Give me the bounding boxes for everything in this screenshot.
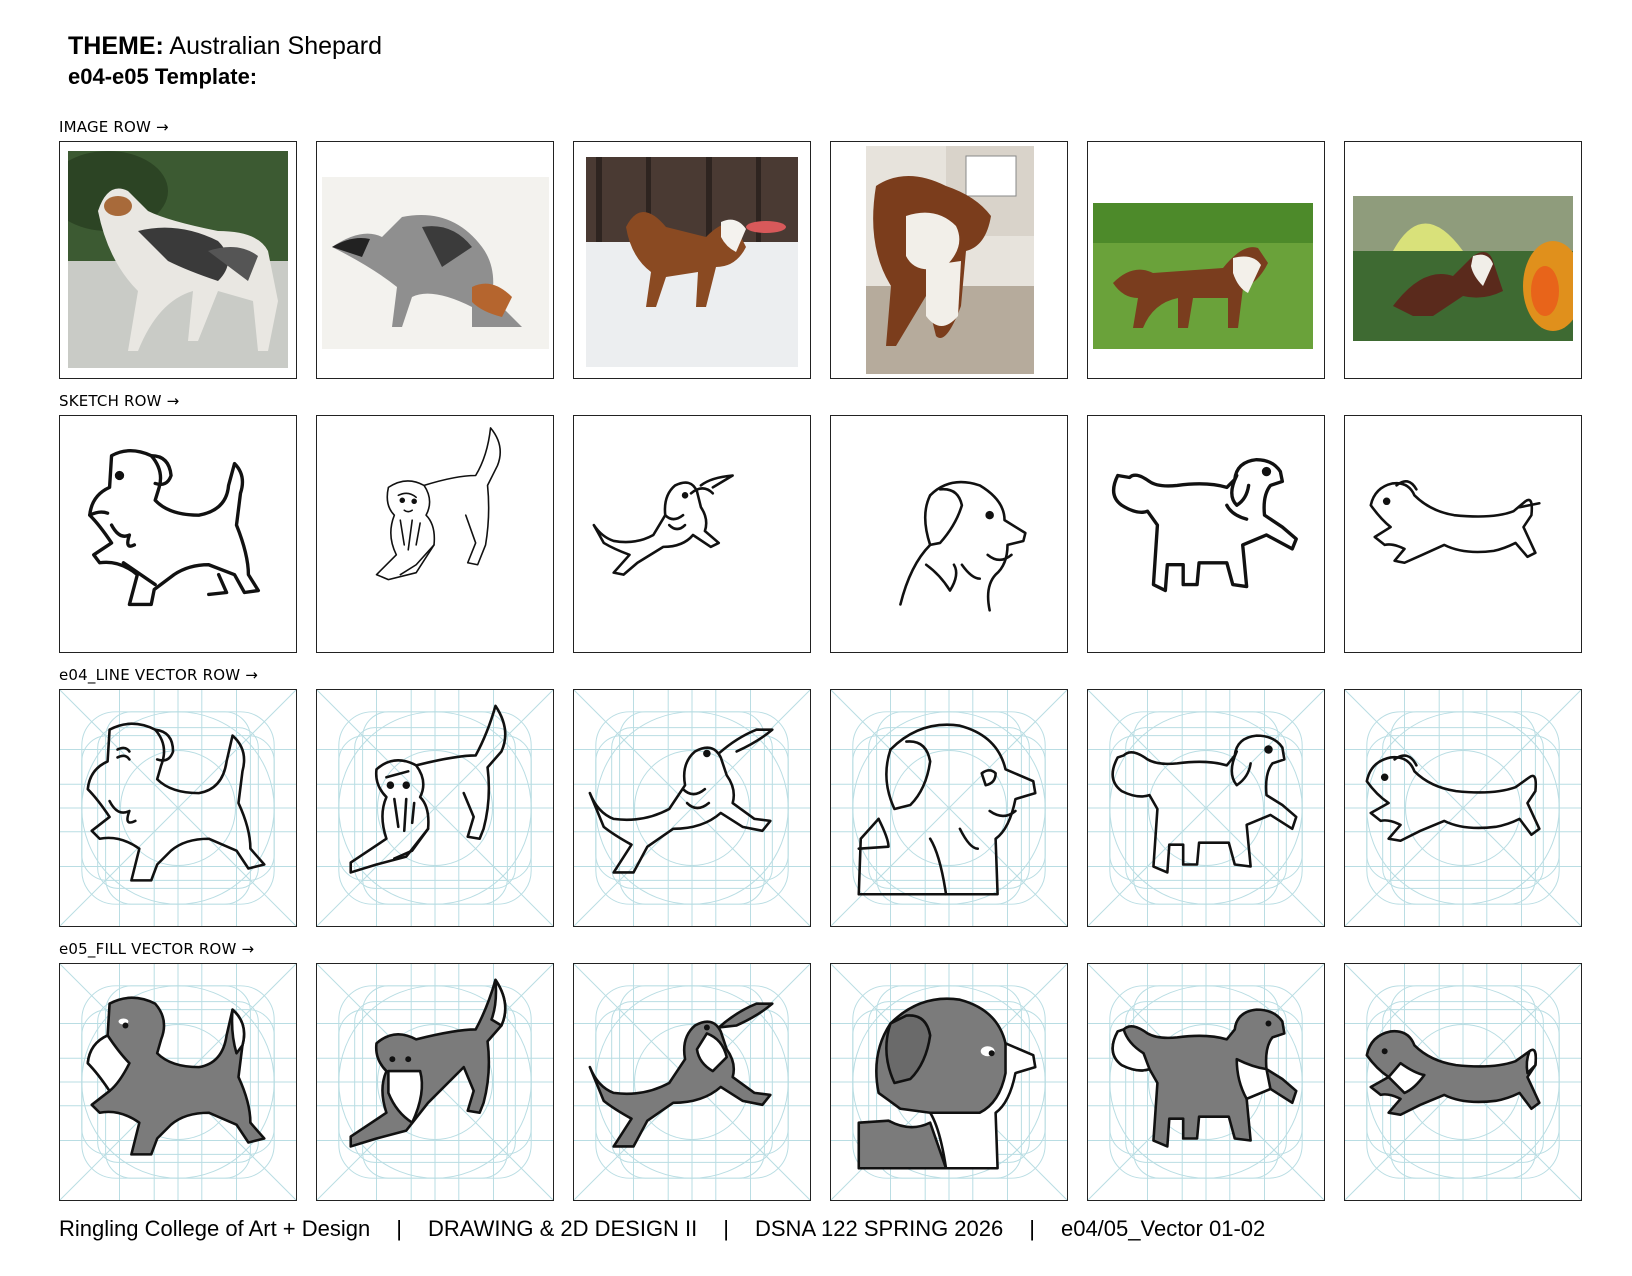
sketch-dog-frisbee-jump [574,416,810,652]
sketch-cell-2 [316,415,554,653]
fill-vector-cell-1 [59,963,297,1201]
image-row-label: IMAGE ROW → [59,118,169,136]
footer-college: Ringling College of Art + Design [59,1216,371,1241]
fill-vector-cell-4 [830,963,1068,1201]
sketch-cell-3 [573,415,811,653]
sketch-row-label: SKETCH ROW → [59,392,180,410]
line-vector-dog-trot [60,690,296,926]
fill-vector-dog-play-bow [317,964,553,1200]
line-vector-dog-play-bow [317,690,553,926]
footer-assignment: e04/05_Vector 01-02 [1060,1216,1266,1241]
line-vector-cell-6 [1344,689,1582,927]
footer-course: DRAWING & 2D DESIGN II [427,1216,698,1241]
fill-vector-row-label: e05_FILL VECTOR ROW → [59,940,255,958]
fill-vector-dog-run [1345,964,1581,1200]
fill-vector-cell-6 [1344,963,1582,1201]
line-vector-cell-4 [830,689,1068,927]
line-vector-row-label: e04_LINE VECTOR ROW → [59,666,259,684]
footer-separator: | [1029,1216,1035,1241]
footer-separator: | [723,1216,729,1241]
dog-photo-indoor-portrait [866,146,1034,374]
dog-photo-merle-puppy [68,151,288,368]
fill-vector-cell-2 [316,963,554,1201]
dog-photo-play-bow [322,177,549,349]
line-vector-cell-5 [1087,689,1325,927]
sketch-dog-run [1345,416,1581,652]
theme-value: Australian Shepard [169,32,383,60]
image-cell-2 [316,141,554,379]
fill-vector-dog-portrait [831,964,1067,1200]
image-cell-3 [573,141,811,379]
line-vector-dog-portrait [831,690,1067,926]
sketch-dog-play-bow [317,416,553,652]
fill-vector-cell-3 [573,963,811,1201]
fill-vector-dog-frisbee-jump [574,964,810,1200]
header [68,30,382,92]
line-vector-cell-2 [316,689,554,927]
dog-photo-grass-walk [1093,203,1313,349]
footer-separator: | [396,1216,402,1241]
image-cell-1 [59,141,297,379]
fill-vector-cell-5 [1087,963,1325,1201]
template-label: e04-e05 Template: [68,64,258,89]
theme-label: THEME: [68,32,164,60]
sketch-dog-portrait [831,416,1067,652]
line-vector-cell-3 [573,689,811,927]
footer [59,1216,1265,1242]
sketch-cell-6 [1344,415,1582,653]
line-vector-dog-run [1345,690,1581,926]
image-cell-5 [1087,141,1325,379]
theme-line [68,30,382,62]
fill-vector-dog-trot [60,964,296,1200]
sketch-dog-trot [60,416,296,652]
line-vector-cell-1 [59,689,297,927]
sketch-cell-4 [830,415,1068,653]
footer-term: DSNA 122 SPRING 2026 [755,1216,1004,1241]
line-vector-dog-stand [1088,690,1324,926]
image-cell-6 [1344,141,1582,379]
image-cell-4 [830,141,1068,379]
sketch-cell-5 [1087,415,1325,653]
fill-vector-dog-stand [1088,964,1324,1200]
dog-photo-agility-run [1353,196,1573,341]
sketch-cell-1 [59,415,297,653]
line-vector-dog-frisbee-jump [574,690,810,926]
dog-photo-frisbee-snow [586,157,798,367]
sketch-dog-stand [1088,416,1324,652]
